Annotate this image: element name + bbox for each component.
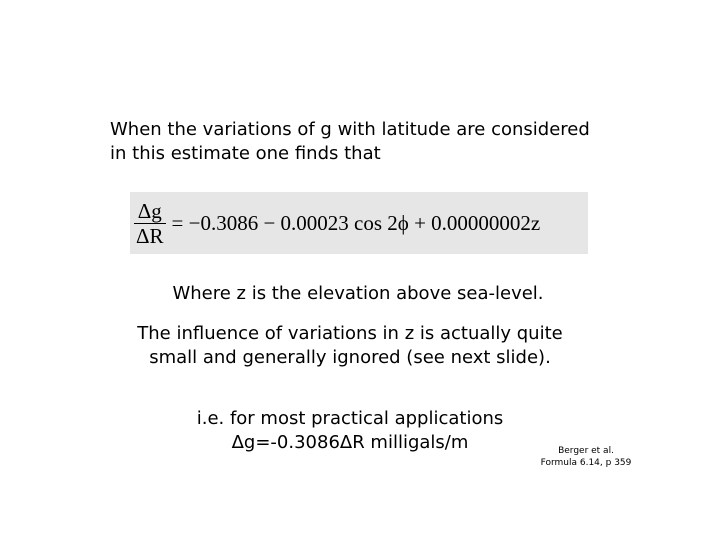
formula-box: [130, 192, 588, 254]
formula-numerator: Δg: [137, 198, 162, 223]
z-note: Where z is the elevation above sea-level.: [172, 283, 544, 304]
influence-line-1: The influence of variations in z is actually quite: [137, 323, 563, 344]
formula-right-side: = −0.3086 − 0.00023 cos 2ϕ + 0.00000002z: [171, 210, 541, 235]
ie-line-1: i.e. for most practical applications: [196, 408, 504, 429]
intro-text: [110, 118, 590, 166]
ie-line-2: Δg=-0.3086ΔR milligals/m: [231, 432, 469, 453]
intro-line-1: When the variations of g with latitude are considered: [110, 119, 590, 140]
ie-text: [150, 407, 550, 455]
gradient-formula: [130, 192, 588, 254]
reference-citation: [530, 445, 642, 469]
intro-line-2: in this estimate one finds that: [110, 143, 381, 164]
influence-line-2: small and generally ignored (see next slide).: [149, 347, 551, 368]
reference-line-1: Berger et al.: [558, 446, 614, 456]
formula-fraction: [134, 199, 166, 248]
influence-text: [100, 322, 600, 370]
formula-denominator: ΔR: [136, 223, 164, 248]
reference-line-2: Formula 6.14, p 359: [540, 458, 632, 468]
